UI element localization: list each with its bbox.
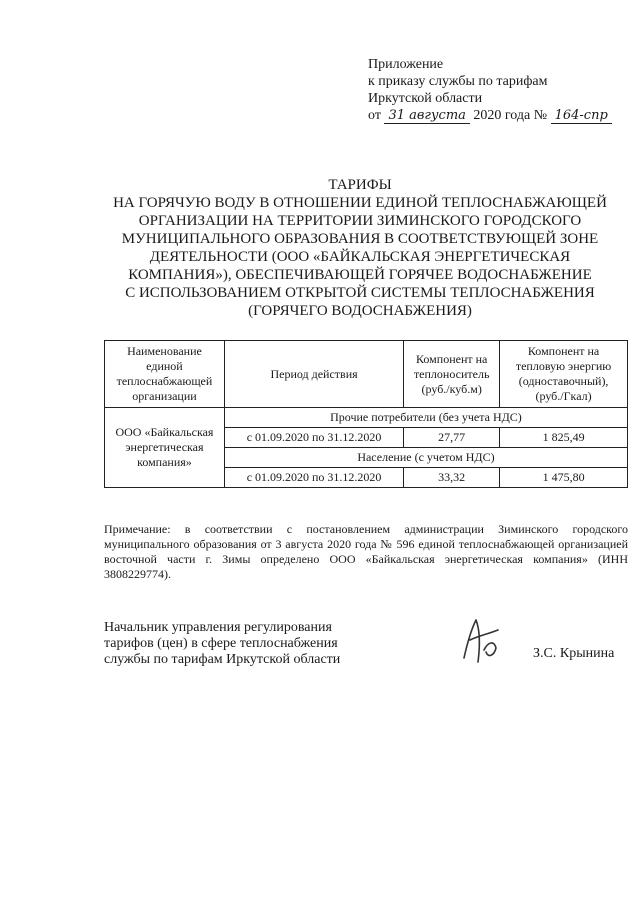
- table-row: [105, 408, 628, 428]
- position-line: службы по тарифам Иркутской области: [104, 652, 341, 667]
- appendix-line-2: к приказу службы по тарифам: [368, 74, 548, 89]
- header-carrier-component: Компонент на теплоноситель (руб./куб.м): [404, 341, 500, 408]
- title-line: КОМПАНИЯ»), ОБЕСПЕЧИВАЮЩЕЙ ГОРЯЧЕЕ ВОДОСНАБЖЕНИЕ: [128, 267, 592, 283]
- carrier-value: 27,77: [404, 428, 500, 448]
- date-suffix: 2020 года №: [473, 108, 548, 123]
- date-prefix: от: [368, 108, 381, 123]
- title-line: ДЕЯТЕЛЬНОСТИ (ООО «БАЙКАЛЬСКАЯ ЭНЕРГЕТИЧЕСКАЯ: [149, 249, 571, 265]
- signatory-position: [104, 620, 340, 668]
- signature-icon: [450, 610, 510, 670]
- appendix-line-3: Иркутской области: [368, 91, 483, 106]
- tariff-table: [104, 340, 628, 488]
- handwritten-number: 164-спр: [551, 109, 612, 124]
- position-line: тарифов (цен) в сфере теплоснабжения: [104, 636, 338, 651]
- appendix-date-line: [368, 107, 612, 124]
- group-label: Население (с учетом НДС): [224, 448, 627, 468]
- title-line: С ИСПОЛЬЗОВАНИЕМ ОТКРЫТОЙ СИСТЕМЫ ТЕПЛОСНАБЖЕНИЯ: [125, 285, 595, 301]
- period-cell: с 01.09.2020 по 31.12.2020: [224, 468, 403, 488]
- document-title: [100, 176, 620, 320]
- appendix-header: [368, 56, 612, 124]
- organization-cell: ООО «Байкальская энергетическая компания»: [105, 408, 225, 488]
- title-line: ТАРИФЫ: [328, 177, 392, 193]
- title-line: НА ГОРЯЧУЮ ВОДУ В ОТНОШЕНИИ ЕДИНОЙ ТЕПЛОСНАБЖАЮЩЕЙ: [113, 195, 607, 211]
- energy-value: 1 475,80: [500, 468, 628, 488]
- carrier-value: 33,32: [404, 468, 500, 488]
- title-line: МУНИЦИПАЛЬНОГО ОБРАЗОВАНИЯ В СООТВЕТСТВУЮЩЕЙ ЗОНЕ: [121, 231, 599, 247]
- title-line: (ГОРЯЧЕГО ВОДОСНАБЖЕНИЯ): [248, 303, 472, 319]
- position-line: Начальник управления регулирования: [104, 620, 332, 635]
- period-cell: с 01.09.2020 по 31.12.2020: [224, 428, 403, 448]
- header-energy-component: Компонент на тепловую энергию (одноставочный), (руб./Гкал): [500, 341, 628, 408]
- title-line: ОРГАНИЗАЦИИ НА ТЕРРИТОРИИ ЗИМИНСКОГО ГОРОДСКОГО: [138, 213, 582, 229]
- footnote: Примечание: в соответствии с постановлением администрации Зиминского городского муниципального образования от 3 августа 2020 года № 596 единой теплоснабжающей организацией восточной части г. Зимы определено ООО «Байкальская энергетическая компания» (ИНН 3808229774).: [104, 522, 628, 581]
- header-period: Период действия: [224, 341, 403, 408]
- group-label: Прочие потребители (без учета НДС): [224, 408, 627, 428]
- table-header-row: [105, 341, 628, 408]
- signatory-name: З.С. Крынина: [533, 646, 615, 661]
- appendix-line-1: Приложение: [368, 57, 444, 72]
- energy-value: 1 825,49: [500, 428, 628, 448]
- handwritten-date: 31 августа: [384, 109, 469, 124]
- header-organization: Наименование единой теплоснабжающей организации: [105, 341, 225, 408]
